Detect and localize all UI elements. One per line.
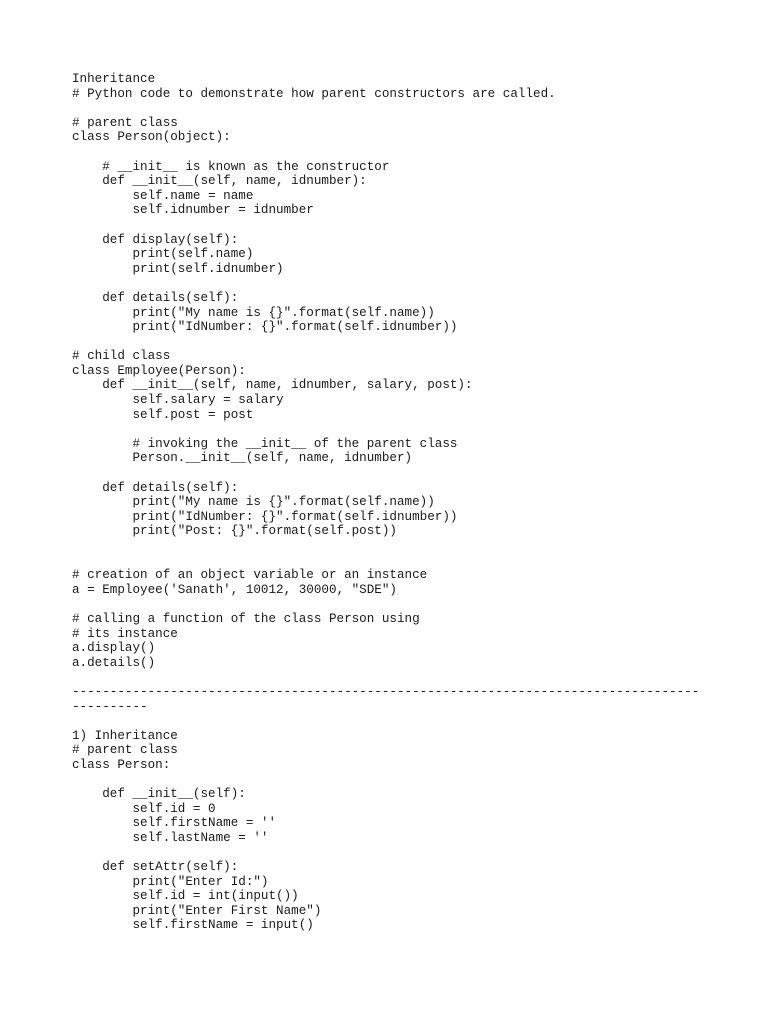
code-line: print(self.name)	[72, 247, 254, 262]
code-line: class Employee(Person):	[72, 363, 246, 378]
code-line: ----------	[72, 699, 148, 714]
blank-line	[72, 539, 712, 554]
code-line: def __init__(self, name, idnumber, salary, post):	[72, 378, 473, 393]
code-line: self.id = int(input())	[72, 889, 299, 904]
code-line: class Person:	[72, 757, 171, 772]
code-line: class Person(object):	[72, 130, 231, 145]
code-line: -----------------------------------------------------------------------------------	[72, 684, 700, 699]
code-line: print("Enter Id:")	[72, 874, 269, 889]
code-line: self.lastName = ''	[72, 830, 269, 845]
blank-line	[72, 845, 712, 860]
code-line: print("IdNumber: {}".format(self.idnumber))	[72, 320, 458, 335]
code-line: print("My name is {}".format(self.name))	[72, 305, 435, 320]
code-line: print("IdNumber: {}".format(self.idnumber))	[72, 509, 458, 524]
code-line: a.details()	[72, 655, 156, 670]
code-line: print("Post: {}".format(self.post))	[72, 524, 397, 539]
code-line: # Python code to demonstrate how parent constructors are called.	[72, 86, 556, 101]
code-line: def display(self):	[72, 232, 239, 247]
code-line: # child class	[72, 349, 171, 364]
blank-line	[72, 670, 712, 685]
blank-line	[72, 276, 712, 291]
code-line: def __init__(self):	[72, 787, 246, 802]
code-block	[72, 72, 712, 933]
blank-line	[72, 218, 712, 233]
blank-line	[72, 597, 712, 612]
document-page	[72, 72, 712, 933]
code-line: def details(self):	[72, 290, 239, 305]
code-line: def __init__(self, name, idnumber):	[72, 174, 367, 189]
blank-line	[72, 714, 712, 729]
code-line: # parent class	[72, 115, 178, 130]
code-line: def setAttr(self):	[72, 860, 239, 875]
code-line: # parent class	[72, 743, 178, 758]
code-line: Person.__init__(self, name, idnumber)	[72, 451, 413, 466]
code-line: # creation of an object variable or an instance	[72, 568, 428, 583]
code-line: 1) Inheritance	[72, 728, 178, 743]
code-line: self.idnumber = idnumber	[72, 203, 314, 218]
code-line: def details(self):	[72, 480, 239, 495]
code-line: # invoking the __init__ of the parent class	[72, 436, 458, 451]
code-line: # its instance	[72, 626, 178, 641]
code-line: a.display()	[72, 641, 156, 656]
code-line: self.post = post	[72, 407, 254, 422]
blank-line	[72, 466, 712, 481]
blank-line	[72, 145, 712, 160]
code-line: print("Enter First Name")	[72, 903, 322, 918]
code-line: # calling a function of the class Person using	[72, 611, 420, 626]
code-line: Inheritance	[72, 72, 156, 86]
blank-line	[72, 773, 712, 788]
blank-line	[72, 554, 712, 569]
code-line: self.salary = salary	[72, 393, 284, 408]
code-line: self.name = name	[72, 188, 254, 203]
code-line: self.firstName = ''	[72, 816, 277, 831]
code-line: # __init__ is known as the constructor	[72, 159, 390, 174]
blank-line	[72, 101, 712, 116]
code-line: print("My name is {}".format(self.name))	[72, 495, 435, 510]
blank-line	[72, 335, 712, 350]
code-line: self.firstName = input()	[72, 918, 314, 933]
code-line: a = Employee('Sanath', 10012, 30000, "SDE")	[72, 582, 397, 597]
code-line: print(self.idnumber)	[72, 261, 284, 276]
blank-line	[72, 422, 712, 437]
code-line: self.id = 0	[72, 801, 216, 816]
